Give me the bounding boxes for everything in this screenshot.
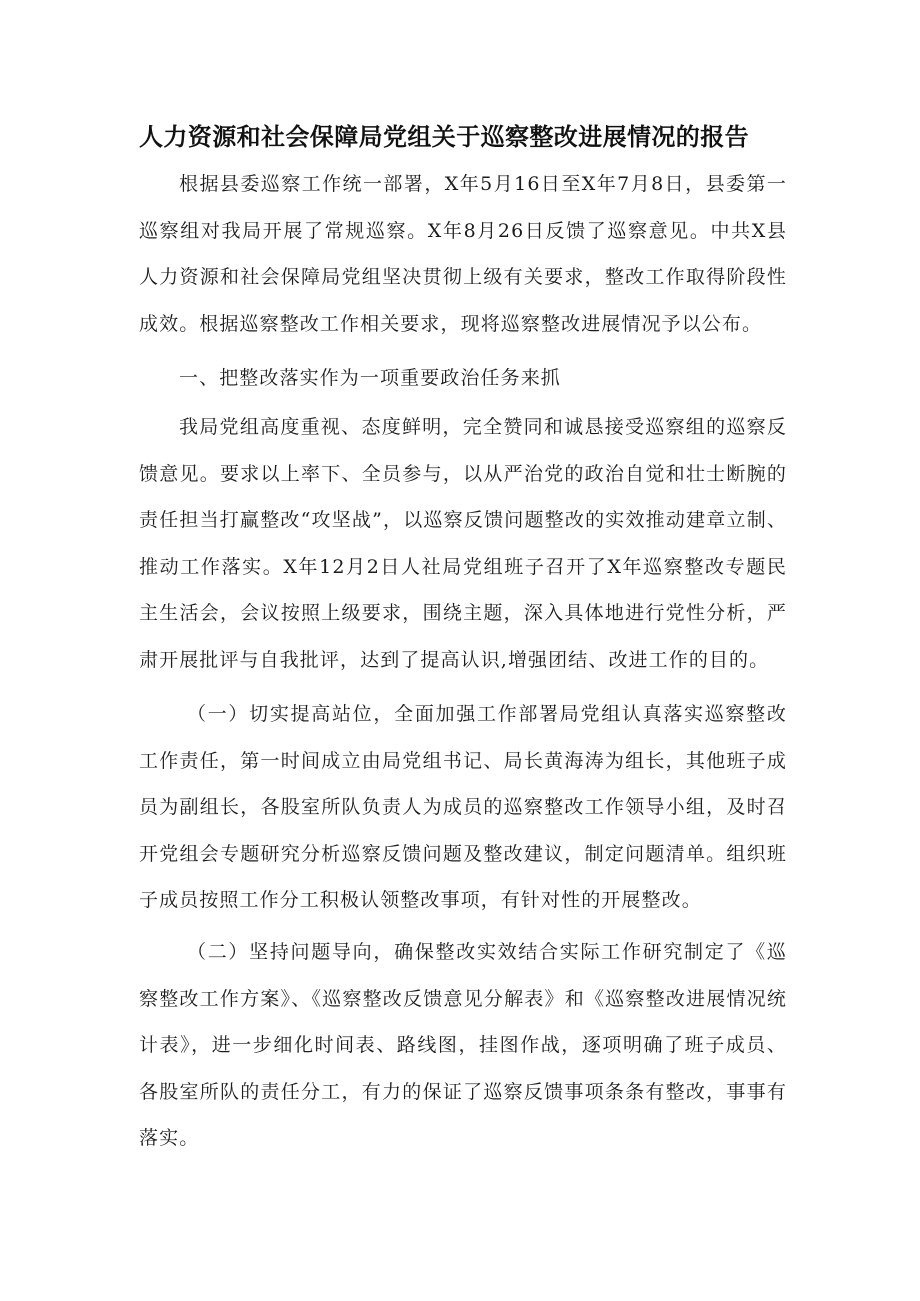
subsection-1-paragraph: （一）切实提高站位，全面加强工作部署局党组认真落实巡察整改工作责任，第一时间成立由局党组书记、局长黄海涛为组长，其他班子成员为副组长，各股室所队负责人为成员的巡察整改工作领导小组，及时召开党组会专题研究分析巡察反馈问题及整改建议，制定问题清单。组织班子成员按照工作分工积极认领整改事项，有针对性的开展整改。 xyxy=(139,703,787,911)
section-heading-1: 一、把整改落实作为一项重要政治任务来抓 xyxy=(179,367,561,389)
intro-paragraph: 根据县委巡察工作统一部署，X年5月16日至X年7月8日，县委第一巡察组对我局开展了常规巡察。X年8月26日反馈了巡察意见。中共X县人力资源和社会保障局党组坚决贯彻上级有关要求，整改工作取得阶段性成效。根据巡察整改工作相关要求，现将巡察整改进展情况予以公布。 xyxy=(139,173,787,335)
document-title: 人力资源和社会保障局党组关于巡察整改进展情况的报告 xyxy=(139,123,749,151)
section-1-paragraph: 我局党组高度重视、态度鲜明，完全赞同和诚恳接受巡察组的巡察反馈意见。要求以上率下、全员参与，以从严治党的政治自觉和壮士断腕的责任担当打赢整改“攻坚战”，以巡察反馈问题整改的实效推动建章立制、推动工作落实。X年12月2日人社局党组班子召开了X年巡察整改专题民主生活会，会议按照上级要求，围绕主题，深入具体地进行党性分析，严肃开展批评与自我批评，达到了提高认识,增强团结、改进工作的目的。 xyxy=(139,416,787,671)
subsection-2-paragraph: （二）坚持问题导向，确保整改实效结合实际工作研究制定了《巡察整改工作方案》、《巡察整改反馈意见分解表》和《巡察整改进展情况统计表》，进一步细化时间表、路线图，挂图作战，逐项明确了班子成员、各股室所队的责任分工，有力的保证了巡察反馈事项条条有整改，事事有落实。 xyxy=(139,941,787,1149)
